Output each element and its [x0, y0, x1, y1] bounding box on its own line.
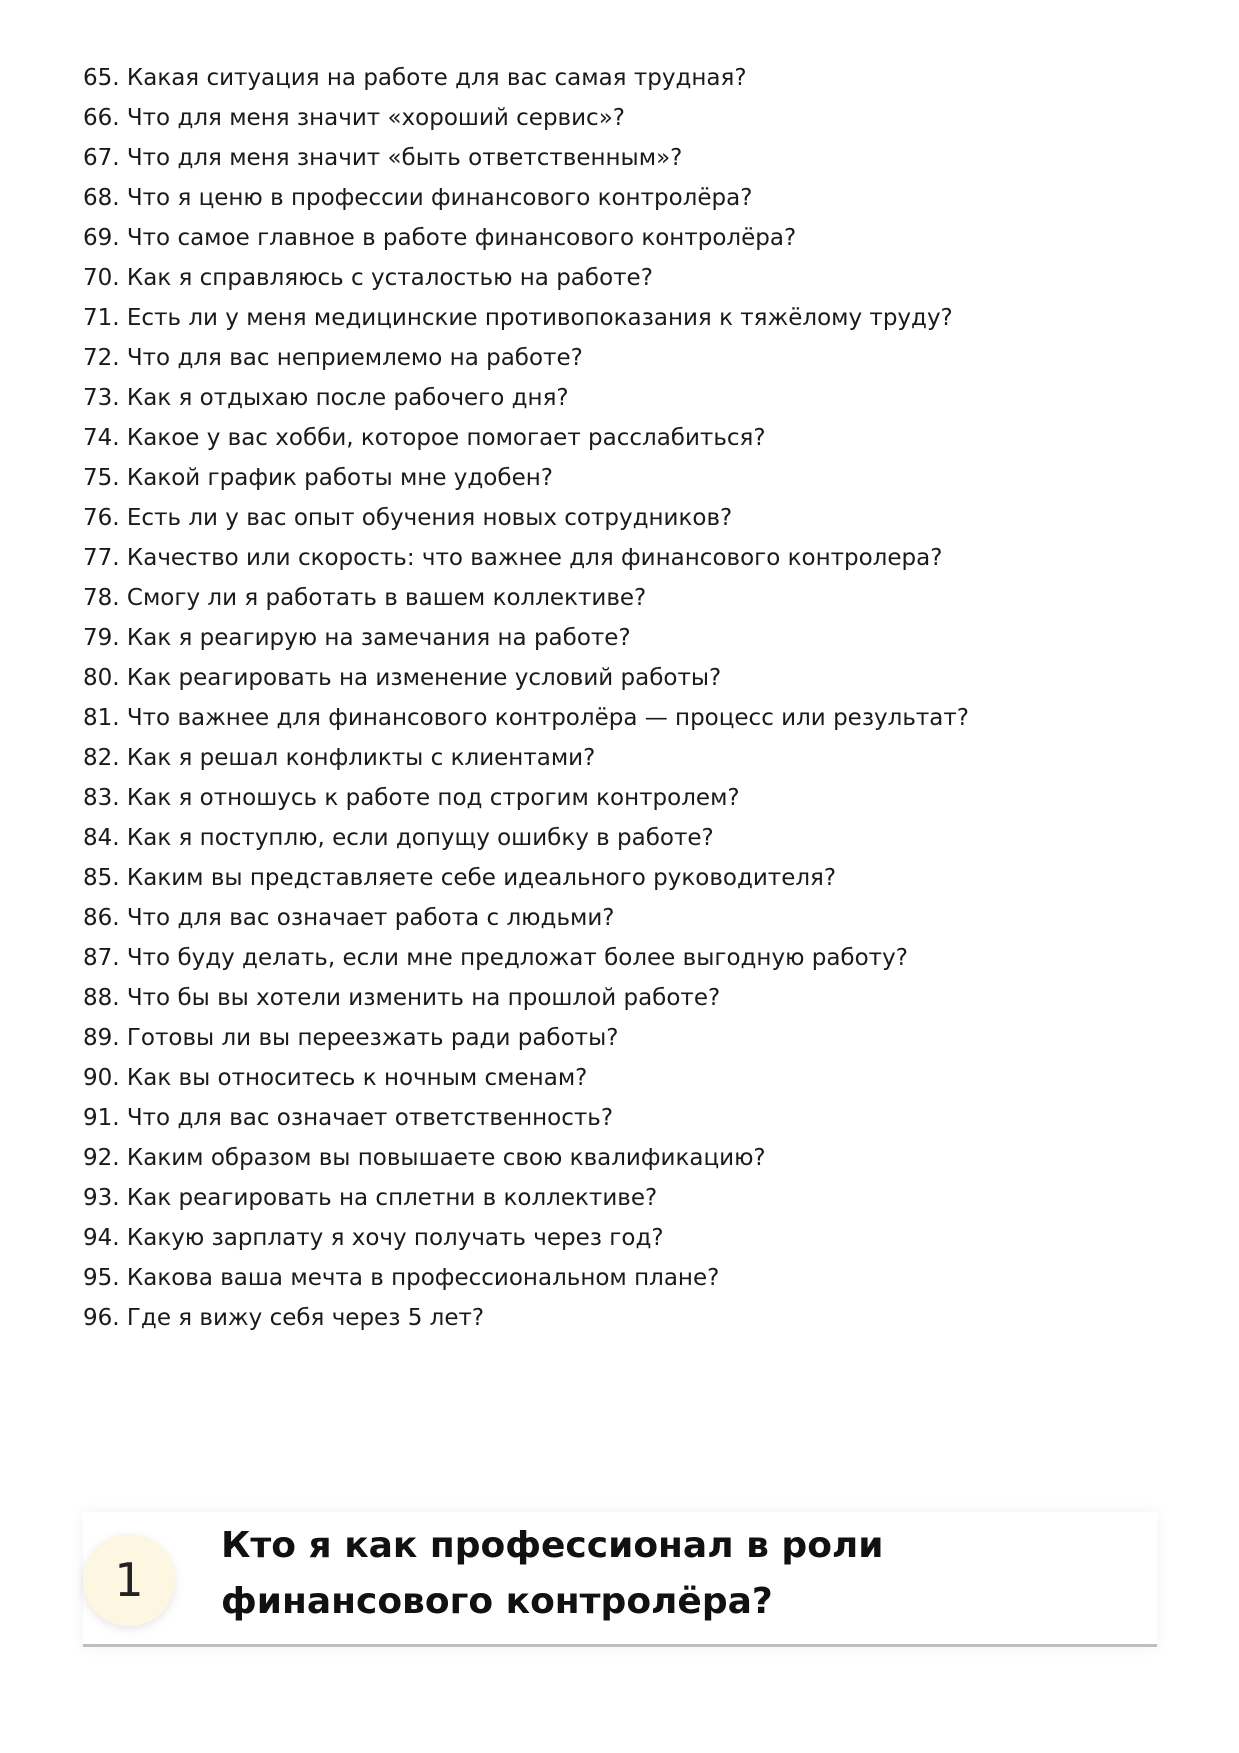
question-number: 66. [83, 105, 120, 131]
question-text: Как я отдыхаю после рабочего дня? [126, 385, 569, 411]
question-text: Что самое главное в работе финансового контролёра? [126, 225, 797, 251]
question-item [83, 498, 969, 538]
question-item [83, 978, 969, 1018]
question-number: 84. [83, 825, 120, 851]
question-number: 93. [83, 1185, 120, 1211]
question-text: Что буду делать, если мне предложат более выгодную работу? [126, 945, 908, 971]
question-item [83, 1258, 969, 1298]
question-text: Как реагировать на сплетни в коллективе? [126, 1185, 658, 1211]
question-item [83, 458, 969, 498]
question-number: 68. [83, 185, 120, 211]
question-text: Как реагировать на изменение условий работы? [126, 665, 722, 691]
section-header-card [83, 1512, 1157, 1647]
question-item [83, 898, 969, 938]
question-item [83, 378, 969, 418]
question-item [83, 338, 969, 378]
question-item [83, 1058, 969, 1098]
question-number: 75. [83, 465, 120, 491]
question-item [83, 1098, 969, 1138]
question-number: 82. [83, 745, 120, 771]
question-text: Какое у вас хобби, которое помогает расслабиться? [126, 425, 766, 451]
question-number: 77. [83, 545, 120, 571]
question-item [83, 1018, 969, 1058]
question-number: 92. [83, 1145, 120, 1171]
question-item [83, 938, 969, 978]
question-text: Что бы вы хотели изменить на прошлой работе? [126, 985, 721, 1011]
question-item [83, 1138, 969, 1178]
question-item [83, 738, 969, 778]
question-text: Что для вас означает работа с людьми? [126, 905, 615, 931]
question-number: 90. [83, 1065, 120, 1091]
question-number: 94. [83, 1225, 120, 1251]
question-text: Что для меня значит «быть ответственным»? [126, 145, 683, 171]
question-number: 85. [83, 865, 120, 891]
question-text: Что для вас означает ответственность? [126, 1105, 614, 1131]
question-number: 96. [83, 1305, 120, 1331]
question-number: 88. [83, 985, 120, 1011]
question-text: Что важнее для финансового контролёра — процесс или результат? [126, 705, 970, 731]
question-text: Есть ли у вас опыт обучения новых сотрудников? [126, 505, 733, 531]
question-item [83, 258, 969, 298]
section-title: Кто я как профессионал в роли финансового контролёра? [221, 1525, 884, 1622]
question-number: 76. [83, 505, 120, 531]
question-item [83, 778, 969, 818]
question-item [83, 58, 969, 98]
question-text: Как я реагирую на замечания на работе? [126, 625, 631, 651]
question-item [83, 698, 969, 738]
question-text: Готовы ли вы переезжать ради работы? [126, 1025, 619, 1051]
question-list [83, 58, 969, 1338]
question-text: Какая ситуация на работе для вас самая трудная? [126, 65, 747, 91]
question-number: 86. [83, 905, 120, 931]
question-text: Какую зарплату я хочу получать через год? [126, 1225, 664, 1251]
question-number: 74. [83, 425, 120, 451]
question-number: 70. [83, 265, 120, 291]
question-number: 72. [83, 345, 120, 371]
question-number: 67. [83, 145, 120, 171]
question-text: Качество или скорость: что важнее для финансового контролера? [126, 545, 943, 571]
question-number: 87. [83, 945, 120, 971]
question-number: 91. [83, 1105, 120, 1131]
question-number: 71. [83, 305, 120, 331]
question-text: Что я ценю в профессии финансового контролёра? [126, 185, 753, 211]
question-text: Как я отношусь к работе под строгим контролем? [126, 785, 740, 811]
question-item [83, 1178, 969, 1218]
question-text: Какой график работы мне удобен? [126, 465, 553, 491]
question-number: 79. [83, 625, 120, 651]
question-text: Есть ли у меня медицинские противопоказания к тяжёлому труду? [126, 305, 953, 331]
question-number: 81. [83, 705, 120, 731]
section-number-badge: 1 [83, 1534, 175, 1626]
question-number: 78. [83, 585, 120, 611]
question-item [83, 138, 969, 178]
question-item [83, 538, 969, 578]
question-text: Каким образом вы повышаете свою квалификацию? [126, 1145, 766, 1171]
question-item [83, 1298, 969, 1338]
question-item [83, 858, 969, 898]
question-number: 89. [83, 1025, 120, 1051]
question-text: Что для меня значит «хороший сервис»? [126, 105, 625, 131]
question-item [83, 98, 969, 138]
question-item [83, 818, 969, 858]
question-item [83, 298, 969, 338]
question-text: Как вы относитесь к ночным сменам? [126, 1065, 588, 1091]
question-text: Каким вы представляете себе идеального руководителя? [126, 865, 837, 891]
question-item [83, 418, 969, 458]
question-item [83, 578, 969, 618]
question-text: Как я решал конфликты с клиентами? [126, 745, 596, 771]
question-item [83, 618, 969, 658]
question-item [83, 218, 969, 258]
question-item [83, 1218, 969, 1258]
question-number: 83. [83, 785, 120, 811]
question-number: 95. [83, 1265, 120, 1291]
question-text: Где я вижу себя через 5 лет? [126, 1305, 485, 1331]
question-number: 80. [83, 665, 120, 691]
question-item [83, 178, 969, 218]
question-text: Как я справляюсь с усталостью на работе? [126, 265, 653, 291]
question-number: 73. [83, 385, 120, 411]
question-item [83, 658, 969, 698]
question-number: 65. [83, 65, 120, 91]
question-text: Как я поступлю, если допущу ошибку в работе? [126, 825, 714, 851]
question-text: Какова ваша мечта в профессиональном плане? [126, 1265, 720, 1291]
question-text: Смогу ли я работать в вашем коллективе? [126, 585, 647, 611]
question-number: 69. [83, 225, 120, 251]
question-text: Что для вас неприемлемо на работе? [126, 345, 583, 371]
